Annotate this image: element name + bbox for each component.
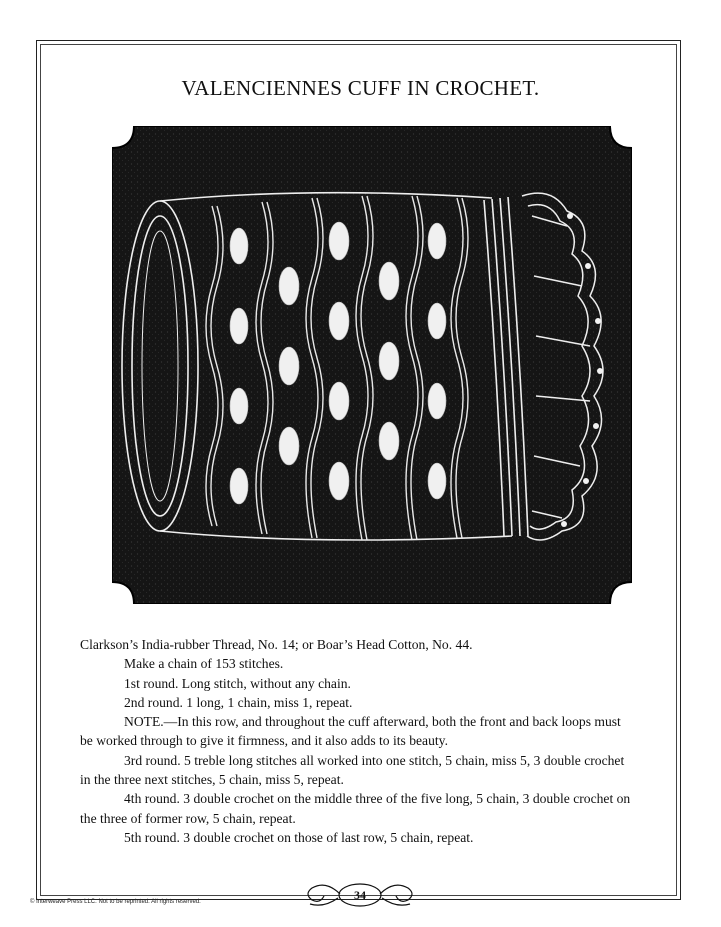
copyright-notice: © Interweave Press LLC. Not to be reprinted. All rights reserved. bbox=[30, 899, 201, 905]
page-title: VALENCIENNES CUFF IN CROCHET. bbox=[181, 76, 540, 100]
instruction-step: 2nd round. 1 long, 1 chain, miss 1, repeat. bbox=[124, 694, 353, 710]
materials-line: Clarkson’s India-rubber Thread, No. 14; or Boar’s Head Cotton, No. 44. bbox=[80, 637, 473, 652]
instruction-step: Make a chain of 153 stitches. bbox=[124, 656, 284, 672]
crochet-cuff-icon bbox=[112, 126, 632, 604]
instruction-step: 1st round. Long stitch, without any chain. bbox=[124, 675, 351, 691]
page-number: 34 bbox=[354, 888, 366, 902]
instruction-step: 3rd round. 5 treble long stitches all worked into one stitch, 5 chain, miss 5, 3 double crochet in the three next stitches, 5 chain, miss 5, repeat. bbox=[80, 752, 625, 788]
instruction-step: 4th round. 3 double crochet on the middle three of the five long, 5 chain, 3 double crochet on the three of former row, 5 chain, repeat. bbox=[80, 791, 631, 826]
instructions-text bbox=[80, 635, 633, 847]
crochet-cuff-illustration bbox=[112, 126, 632, 604]
instruction-note: NOTE.—In this row, and throughout the cuff afterward, both the front and back loops must be worked through to give it firmness, and it also adds to its beauty. bbox=[80, 714, 621, 749]
instruction-step: 5th round. 3 double crochet on those of last row, 5 chain, repeat. bbox=[124, 829, 474, 845]
